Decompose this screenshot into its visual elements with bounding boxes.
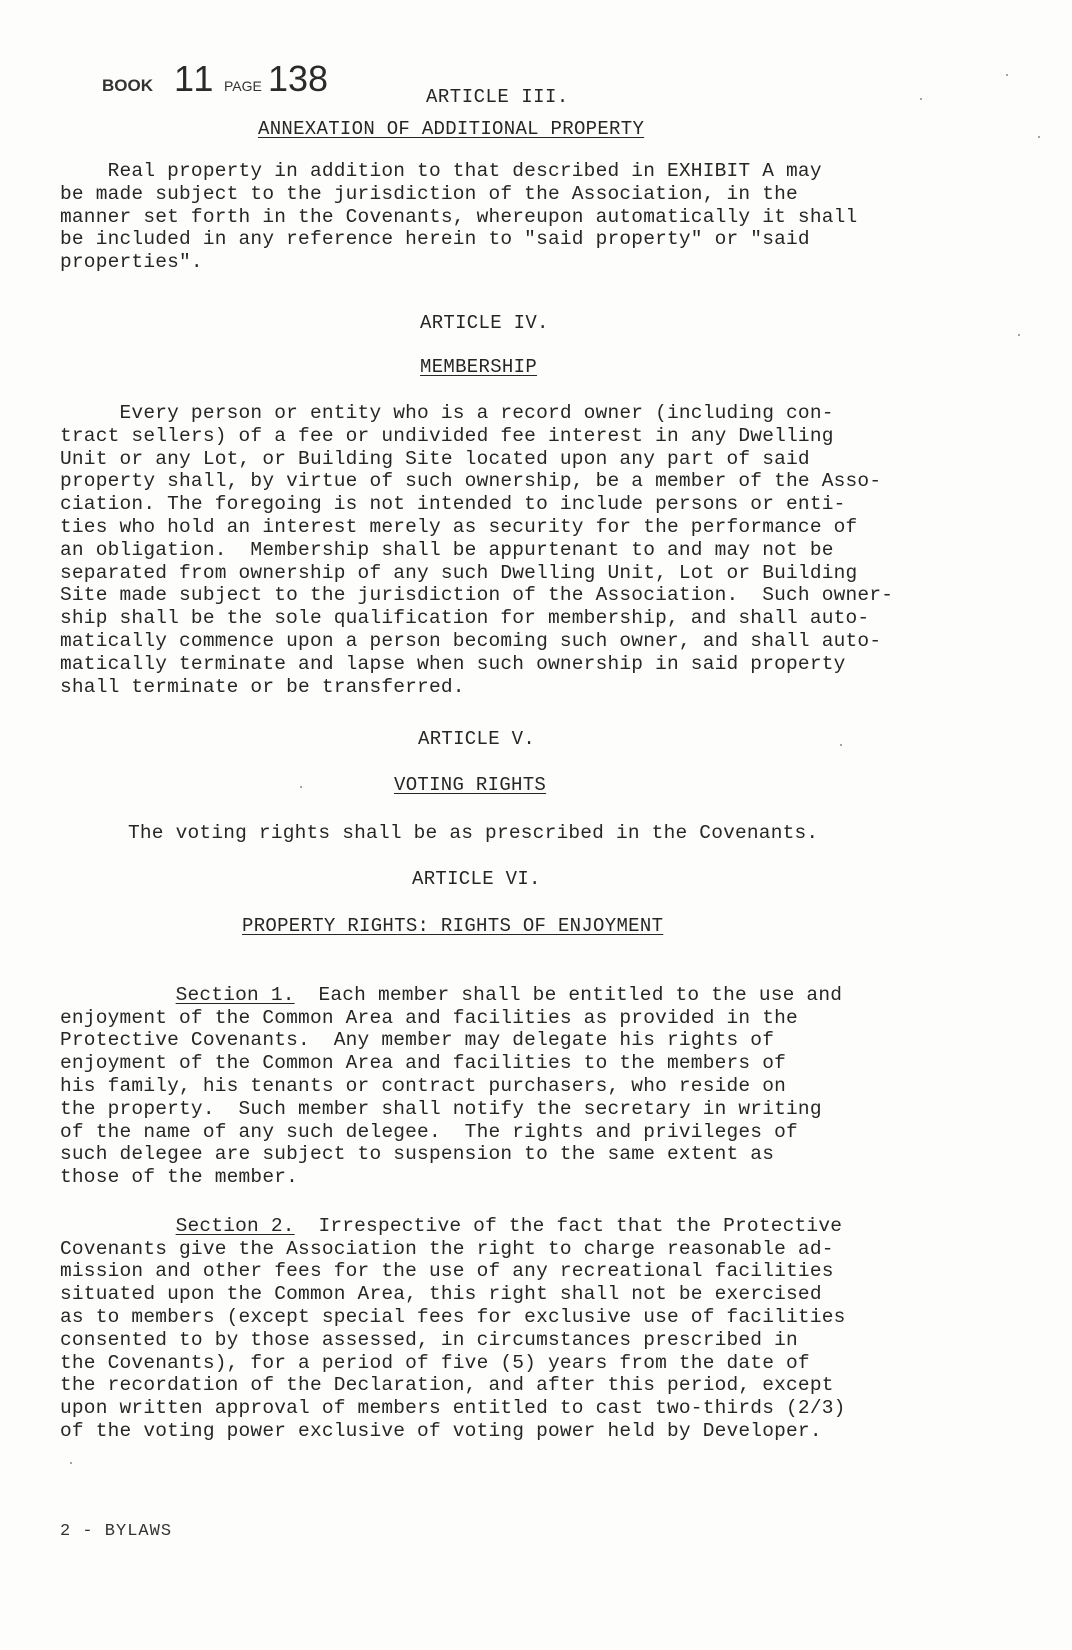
section-2-paragraph: [60, 1192, 846, 1466]
page-footer: 2 - BYLAWS: [60, 1522, 173, 1541]
scan-speck: [840, 744, 842, 746]
article-iii-paragraph: Real property in addition to that described in EXHIBIT A may be made subject to the jurisdiction of the Association, in the manner set forth in the Covenants, whereupon automatically it shall be included in any reference herein to "said property" or "said properties".: [60, 160, 858, 274]
article-v-paragraph: The voting rights shall be as prescribed in the Covenants.: [128, 822, 819, 844]
article-v-heading: ARTICLE V.: [418, 728, 536, 750]
scan-speck: [920, 98, 922, 100]
article-vi-title: PROPERTY RIGHTS: RIGHTS OF ENJOYMENT: [242, 915, 664, 937]
section-1-label: Section 1.: [175, 983, 295, 1006]
scan-speck: [1006, 74, 1008, 76]
scan-speck: [70, 1462, 72, 1464]
scan-speck: [300, 786, 302, 788]
book-number-stamp: 11: [174, 58, 216, 99]
page-label: PAGE: [224, 78, 262, 94]
article-vi-heading: ARTICLE VI.: [412, 868, 541, 890]
section-1-text: Each member shall be entitled to the use and enjoyment of the Common Area and facilities as provided in the Protective Covenants. Any member may delegate his rights of enjoyment of the Common Area and facilities to the members of his family, his tenants or contract purchasers, who reside on the property. Such member shall notify the secretary in writing of the name of any such delegee. The rights and privileges of such delegee are subject to suspension to the same extent as those of the member.: [60, 983, 843, 1189]
section-1-paragraph: [60, 961, 842, 1212]
article-iv-heading: ARTICLE IV.: [420, 312, 549, 334]
article-iv-paragraph: Every person or entity who is a record owner (including con- tract sellers) of a fee or undivided fee interest in any Dwelling Unit or any Lot, or Building Site located upon any part of said property shall, by virtue of such ownership, be a member of the Asso- ciation. The foregoing is not intended to include persons or enti- ties who hold an interest merely as security for the performance of an obligation. Membership shall be appurtenant to and may not be separated from ownership of any such Dwelling Unit, Lot or Building Site made subject to the jurisdiction of the Association. Such owner- ship shall be the sole qualification for membership, and shall auto- matically commence upon a person becoming such owner, and shall auto- matically terminate and lapse when such ownership in said property shall terminate or be transferred.: [60, 402, 894, 698]
article-iv-title: MEMBERSHIP: [420, 356, 538, 378]
article-iii-heading: ARTICLE III.: [426, 86, 569, 108]
article-v-title: VOTING RIGHTS: [394, 774, 547, 796]
book-label: BOOK: [102, 76, 153, 95]
section-2-label: Section 2.: [175, 1214, 295, 1237]
scan-speck: [1018, 334, 1020, 336]
section-2-text: Irrespective of the fact that the Protective Covenants give the Association the right to charge reasonable ad- mission and other fees for the use of any recreational facilities situated upon the Common Area, this right shall not be exercised as to members (except special fees for exclusive use of facilities consented to by those assessed, in circumstances prescribed in the Covenants), for a period of five (5) years from the date of the recordation of the Declaration, and after this period, except upon written approval of members entitled to cast two-thirds (2/3) of the voting power exclusive of voting power held by Developer.: [60, 1214, 846, 1442]
page-number-stamp: 138: [268, 58, 329, 99]
page-header: [88, 52, 1008, 108]
scan-speck: [1038, 136, 1040, 138]
article-iii-title: ANNEXATION OF ADDITIONAL PROPERTY: [258, 118, 645, 140]
